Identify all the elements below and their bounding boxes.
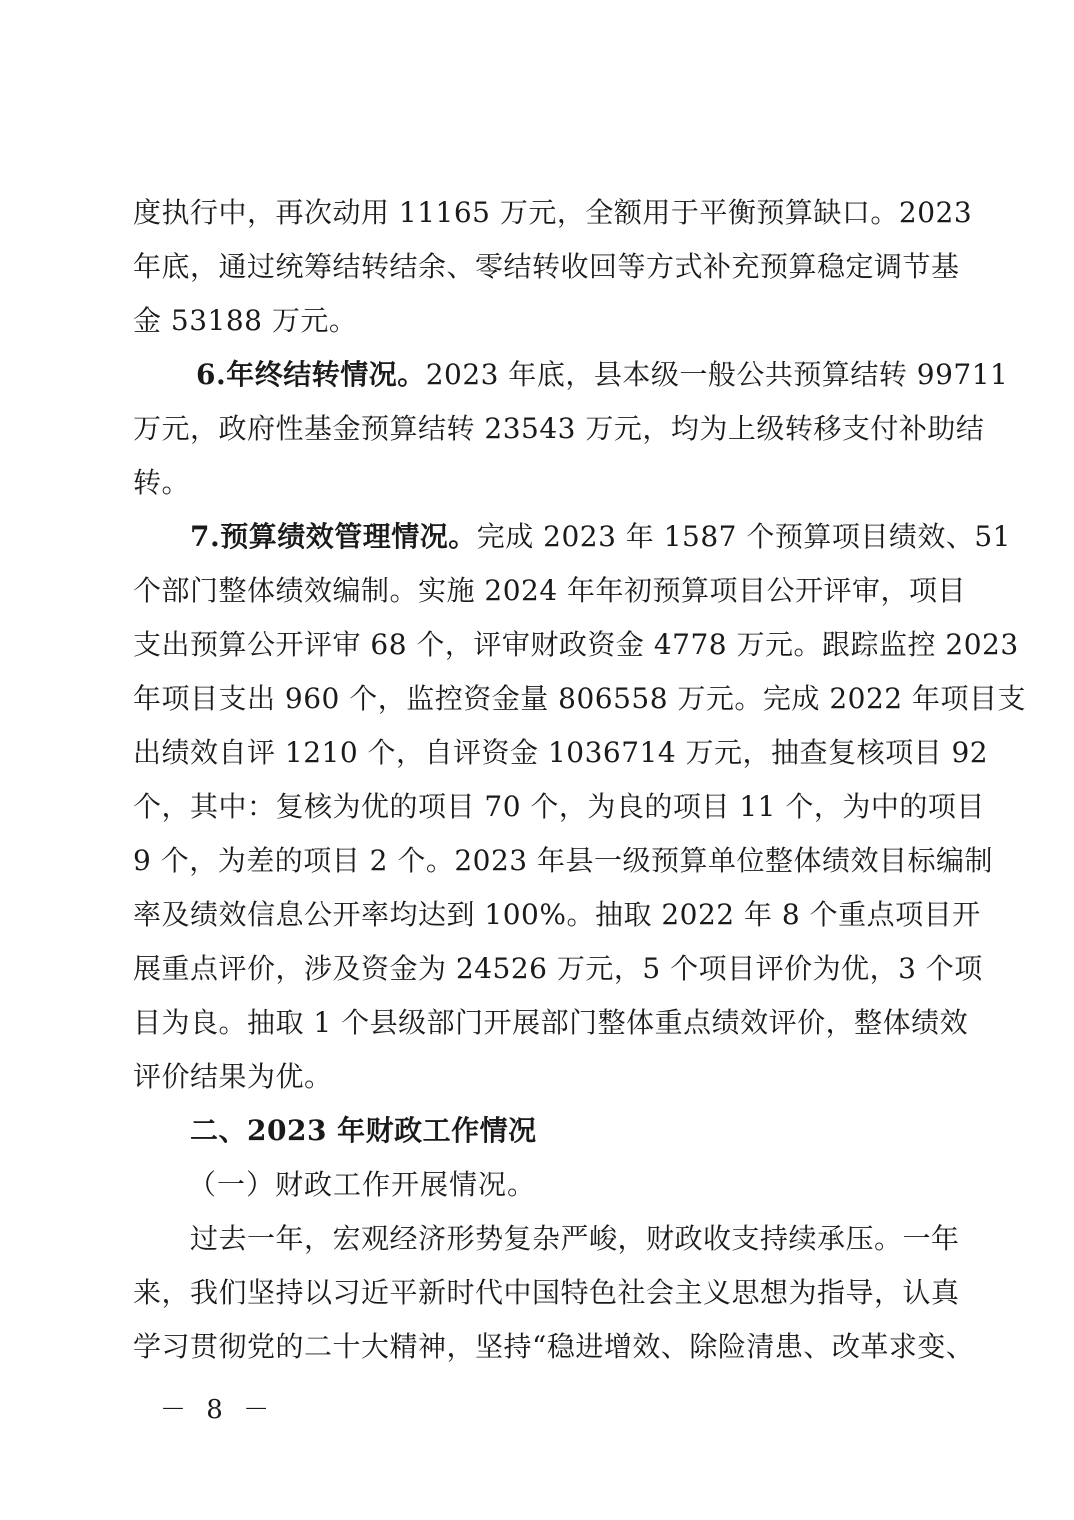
- section6-line-3: 转。: [133, 466, 191, 499]
- section6-line-1: [196, 355, 1009, 395]
- section7-line-3: 支出预算公开评审 68 个，评审财政资金 4778 万元。跟踪监控 2023: [133, 628, 1019, 661]
- section6-line1-rest: 2023 年底，县本级一般公共预算结转 99711: [425, 358, 1009, 391]
- carryover-line-1: 度执行中，再次动用 11165 万元，全额用于平衡预算缺口。2023: [133, 196, 973, 229]
- section7-line-11: 评价结果为优。: [133, 1060, 333, 1093]
- carryover-line-2: 年底，通过统筹结转结余、零结转收回等方式补充预算稳定调节基: [133, 250, 960, 283]
- final-paragraph-line-1: 过去一年，宏观经济形势复杂严峻，财政收支持续承压。一年: [190, 1222, 960, 1255]
- section7-line-7: 9 个，为差的项目 2 个。2023 年县一级预算单位整体绩效目标编制: [133, 844, 993, 877]
- section7-line-6: 个，其中：复核为优的项目 70 个，为良的项目 11 个，为中的项目: [133, 790, 985, 823]
- final-paragraph-line-2: 来，我们坚持以习近平新时代中国特色社会主义思想为指导，认真: [133, 1276, 960, 1309]
- page-number: － 8 －: [160, 1395, 276, 1425]
- section7-line-8: 率及绩效信息公开率均达到 100%。抽取 2022 年 8 个重点项目开: [133, 898, 981, 931]
- section7-line1-rest: 完成 2023 年 1587 个预算项目绩效、51: [476, 520, 1011, 553]
- section7-title: 7.预算绩效管理情况。: [190, 520, 477, 553]
- section7-line-10: 目为良。抽取 1 个县级部门开展部门整体重点绩效评价，整体绩效: [133, 1006, 969, 1039]
- section7-line-5: 出绩效自评 1210 个，自评资金 1036714 万元，抽查复核项目 92: [133, 736, 989, 769]
- subheading-1: （一）财政工作开展情况。: [188, 1168, 537, 1201]
- section7-line-9: 展重点评价，涉及资金为 24526 万元，5 个项目评价为优，3 个项: [133, 952, 983, 985]
- section6-title: 6.年终结转情况。: [196, 358, 426, 391]
- final-paragraph-line-3: 学习贯彻党的二十大精神，坚持“稳进增效、除险清患、改革求变、: [133, 1330, 975, 1363]
- carryover-line-3: 金 53188 万元。: [133, 304, 358, 337]
- section-heading-2: 二、2023 年财政工作情况: [190, 1114, 537, 1147]
- section7-line-2: 个部门整体绩效编制。实施 2024 年年初预算项目公开评审，项目: [133, 574, 967, 607]
- section7-line-1: [190, 517, 1011, 557]
- section6-line-2: 万元，政府性基金预算结转 23543 万元，均为上级转移支付补助结: [133, 412, 985, 445]
- section7-line-4: 年项目支出 960 个，监控资金量 806558 万元。完成 2022 年项目支: [133, 682, 1026, 715]
